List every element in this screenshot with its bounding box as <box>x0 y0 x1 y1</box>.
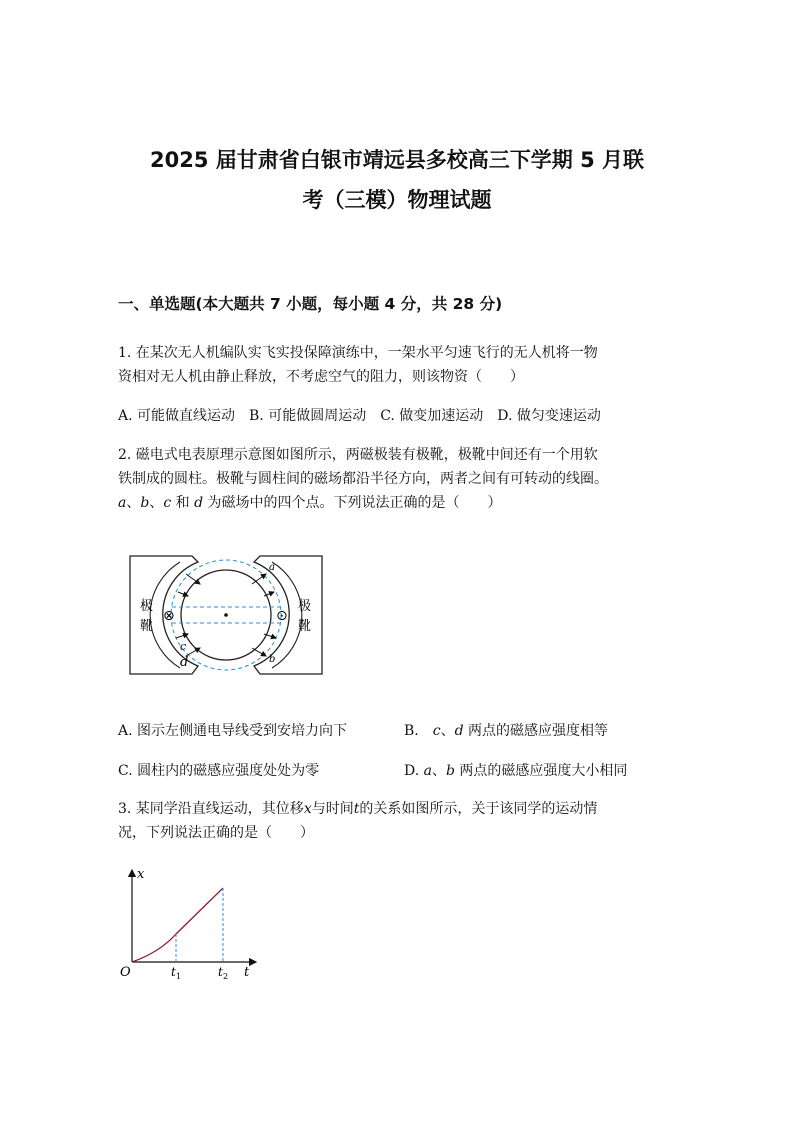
q2-option-d <box>404 760 627 780</box>
var-x: x <box>303 801 312 817</box>
title-line-2: 考（三模）物理试题 <box>302 188 492 212</box>
var-c: c <box>163 495 172 511</box>
q2-line-3-rest: 为磁场中的四个点。下列说法正确的是（ ） <box>203 495 502 511</box>
q3-line-1-mid: 与时间 <box>311 801 354 817</box>
sep: 、 <box>149 495 164 511</box>
and-text: 和 <box>171 495 195 511</box>
section-heading: 一、单选题(本大题共 7 小题，每小题 4 分，共 28 分) <box>118 295 503 313</box>
q2-option-a: A. 图示左侧通电导线受到安培力向下 <box>118 723 348 739</box>
t1-subscript: 1 <box>176 972 182 981</box>
t2-subscript: 2 <box>223 972 229 981</box>
q3-line-2: 况，下列说法正确的是（ ） <box>118 825 314 841</box>
document-title <box>100 140 694 220</box>
var-c: c <box>432 723 441 739</box>
var-b: b <box>446 763 455 779</box>
var-t: t <box>353 801 360 817</box>
x-axis-label: t <box>244 965 250 980</box>
sep: 、 <box>432 763 446 779</box>
x-t-curve <box>132 888 223 962</box>
t1-label: t <box>171 965 176 979</box>
q1-line-2: 资相对无人机由静止释放，不考虑空气的阻力，则该物资（ ） <box>118 369 524 385</box>
sep: 、 <box>440 723 455 739</box>
q3-line-1-prefix: 3. 某同学沿直线运动，其位移 <box>118 801 304 817</box>
var-a: a <box>423 763 432 779</box>
q3-line-1 <box>118 798 597 818</box>
right-pole-shoe <box>254 556 322 674</box>
x-t-graph <box>116 864 266 982</box>
point-a-label: a <box>269 562 275 573</box>
y-axis-label: x <box>137 867 145 882</box>
opt-d-prefix: D. <box>404 763 424 779</box>
q2-option-b <box>404 720 608 740</box>
right-label-2: 靴 <box>298 619 312 634</box>
current-out-symbol: ⊙ <box>276 608 288 624</box>
q1-options: A. 可能做直线运动 B. 可能做圆周运动 C. 做变加速运动 D. 做匀变速运动 <box>118 408 601 424</box>
point-b-label: b <box>269 654 276 665</box>
q1-line-1: 1. 在某次无人机编队实飞实投保障演练中，一架水平匀速飞行的无人机将一物 <box>118 345 598 361</box>
var-a: a <box>118 495 127 511</box>
sep: 、 <box>126 495 141 511</box>
var-d: d <box>454 723 464 739</box>
q2-line-1: 2. 磁电式电表原理示意图如图所示，两磁极装有极靴，极靴中间还有一个用软 <box>118 447 598 463</box>
var-b: b <box>140 495 150 511</box>
t2-label: t <box>218 965 223 979</box>
q2-option-c: C. 圆柱内的磁感应强度处处为零 <box>118 763 320 779</box>
left-label-2: 靴 <box>140 619 154 634</box>
current-in-symbol: ⊗ <box>163 608 175 624</box>
origin-label: O <box>120 965 131 980</box>
right-label-1: 极 <box>298 599 312 614</box>
var-d: d <box>194 495 204 511</box>
q3-line-1-rest: 的关系如图所示，关于该同学的运动情 <box>359 801 598 817</box>
left-label-1: 极 <box>140 599 154 614</box>
title-line-1: 2025 届甘肃省白银市靖远县多校高三下学期 5 月联 <box>150 148 644 172</box>
point-d-label: d <box>180 655 189 670</box>
opt-b-rest: 两点的磁感应强度相等 <box>463 723 609 739</box>
q2-line-2: 铁制成的圆柱。极靴与圆柱间的磁场都沿半径方向，两者之间有可转动的线圈。 <box>118 471 608 487</box>
opt-b-prefix: B. <box>404 723 433 739</box>
q2-line-3 <box>118 492 502 512</box>
opt-d-rest: 两点的磁感应强度大小相同 <box>454 763 628 779</box>
magnet-diagram <box>128 552 324 678</box>
point-c-label: c <box>180 640 187 653</box>
